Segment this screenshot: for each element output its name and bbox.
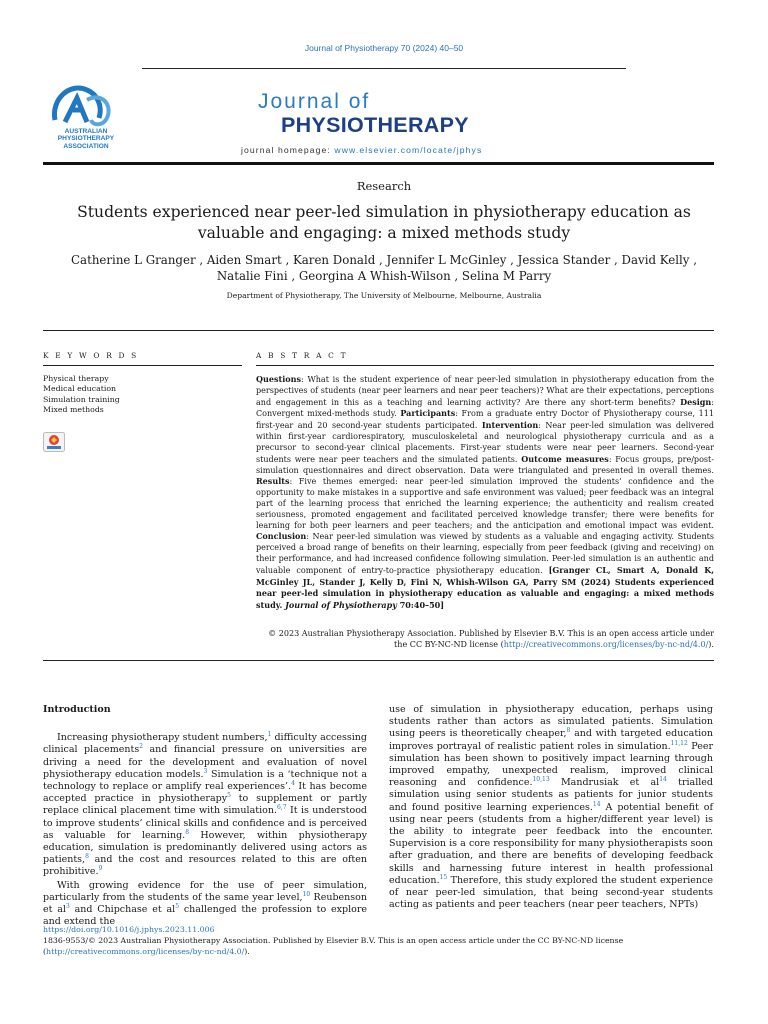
copyright-text: the CC BY-NC-ND license (: [394, 640, 504, 649]
citation-journal: Journal of Physiotherapy: [285, 600, 397, 611]
citation-ref[interactable]: 8: [85, 853, 89, 861]
abstract-questions-label: Questions: [256, 374, 302, 384]
text: Therefore, this study explored the student experience of near peer-led simulation, that being second-year students acting as patients and peer teachers (near peer teachers, NPTs): [389, 874, 713, 911]
citation-ref[interactable]: 1: [267, 731, 272, 739]
keyword: Medical education: [43, 384, 117, 394]
abstract-results-label: Results: [256, 476, 290, 487]
text: It has become accepted practice in physiotherapy: [43, 781, 367, 805]
abstract-outcome: : Focus groups, pre/post-simulation questionnaires and direct observation. Data were triangulated and presented in overall themes.: [256, 454, 714, 475]
keyword: Physical therapy: [43, 374, 109, 383]
article-type: Research: [356, 179, 412, 193]
text: trialled simulation using senior students as patients for junior students and found positive learning experiences.: [389, 777, 713, 813]
footer-license: [43, 936, 714, 957]
citation-ref[interactable]: 8: [185, 828, 190, 836]
text: However, within physiotherapy education, simulation is predominantly delivered using actors as patients,: [43, 829, 367, 866]
text: Simulation is a ‘technique not a technology to replace or amplify real experiences’.: [43, 768, 367, 793]
journal-homepage: [241, 145, 482, 155]
citation-ref[interactable]: 8: [566, 727, 571, 735]
text: A potential benefit of using near peers (students from a higher/different year level) is the ability to integrate peer feedback into the encounter. Supervision is a core responsibility for many physiotherapists soon after graduation, and there are benefits of developing feedback skills and harnessing future interest in health professional education.: [389, 801, 713, 886]
abstract-design: : Convergent mixed-methods study.: [256, 397, 714, 419]
citation-ref[interactable]: 4: [291, 779, 295, 787]
text: Reubenson et al: [43, 891, 367, 916]
text: With growing evidence for the use of peer simulation, particularly from the students of the same year level,: [43, 879, 367, 903]
text: and with targeted education improves portrayal of realistic patient roles in simulation.: [389, 728, 714, 752]
journal-of-label: Journal of: [258, 90, 371, 113]
text: Peer simulation has been shown to positively impact learning through improved empathy, unexpected realism, improved clinical reasoning and confidence.: [389, 740, 713, 789]
logo-caption-line: ASSOCIATION: [63, 142, 109, 150]
license-link[interactable]: http://creativecommons.org/licenses/by-nc-nd/4.0/: [503, 640, 709, 649]
abstract-text: [256, 374, 714, 612]
copyright-line: [256, 639, 714, 650]
abstract-results: : Five themes emerged: near peer-led simulation improved the students’ confidence and the opportunity to make mistakes in a supportive and safe environment was valued; peer feedback was an integral part of the learning process that enriched the learning experience; the authenticity and realism created seriousness, promoted engagement and facilitated perceived knowledge transfer; there were benefits for learning for both peer learners and peer teachers; and the anticipation and emotional impact was evident.: [256, 477, 714, 530]
citation-ref[interactable]: 15: [439, 873, 448, 881]
doi-link[interactable]: https://doi.org/10.1016/j.jphys.2023.11.006: [43, 925, 215, 934]
copyright-text: ).: [708, 640, 714, 649]
abstract-conclusion: : Near peer-led simulation was viewed by students as a valuable and engaging activity. Students perceived a broad range of benefits on their learning, especially from peer feedback (giving and receiving) on their performance, and had increased confidence following simulation. Peer-led simulation is an authentic and valuable component of entry-to-practice physiotherapy education.: [256, 532, 714, 575]
logo-caption-line: PHYSIOTHERAPY: [57, 135, 115, 143]
citation-ref[interactable]: 10,13: [532, 776, 550, 784]
text: Mandrusiak et al: [549, 777, 660, 789]
logo-caption-line: AUSTRALIAN: [64, 128, 108, 135]
license-text: 1836-9553/© 2023 Australian Physiotherapy Association. Published by Elsevier B.V. This is an open access article under the CC BY-NC-ND license (: [43, 936, 624, 956]
citation-ref[interactable]: 3: [203, 767, 208, 775]
abstract-bottom-rule: [43, 660, 714, 661]
text: and financial pressure on universities are driving a need for the development and evaluation of novel physiotherapy education models.: [43, 744, 368, 780]
abstract-intervention: : Near peer-led simulation was delivered within first-year cardiorespiratory, musculoskeletal and neurological physiotherapy curricula and as a precursor to second-year clinical placements. First-year students were near peer learners. Second-year students were near peer teachers and the simulated patients.: [256, 421, 714, 464]
abstract-participants-label: Participants: [400, 408, 456, 419]
masthead-rule: [43, 162, 714, 165]
license-text: ).: [244, 946, 250, 956]
abstract-rule: [256, 365, 714, 366]
keywords-heading: K E Y W O R D S: [43, 351, 139, 360]
author-list: [50, 252, 718, 284]
citation-end: 70:40–50]: [396, 600, 445, 611]
citation-ref[interactable]: 14: [659, 776, 667, 784]
abstract-questions: : What is the student experience of near peer-led simulation in physiotherapy education from the perspectives of students (near peer learners and near peer teachers)? What are their expectations, perceptions and engagement in this as a teaching and learning activity? Are there any short-term benefits?: [256, 375, 714, 407]
homepage-label: journal homepage:: [241, 145, 335, 155]
keyword: Mixed methods: [43, 404, 104, 414]
footer-license-link[interactable]: http://creativecommons.org/licenses/by-nc-nd/4.0/: [46, 946, 245, 956]
text: It is understood to improve students’ clinical skills and confidence and is perceived as valuable for learning.: [43, 805, 367, 841]
text: use of simulation in physiotherapy education, perhaps using students rather than actors as simulated patients. Simulation using peers is theoretically cheaper,: [389, 704, 713, 740]
keyword: Simulation training: [43, 394, 120, 404]
abstract-copyright: [256, 628, 714, 650]
citation-ref[interactable]: 10: [302, 890, 311, 898]
text: challenged the profession to explore and extend the: [43, 904, 367, 928]
citation-ref[interactable]: 2: [139, 743, 144, 751]
crossmark-icon[interactable]: [43, 432, 65, 452]
citation-ref[interactable]: 11,12: [670, 739, 688, 747]
abstract-intervention-label: Intervention: [481, 420, 539, 431]
abstract-participants: : From a graduate entry Doctor of Physiotherapy course, 111 first-year and 20 second-year students participated.: [256, 409, 714, 431]
copyright-line: © 2023 Australian Physiotherapy Association. Published by Elsevier B.V. This is an open access article under: [268, 629, 714, 638]
text: and Chipchase et al: [69, 904, 176, 916]
citation-ref[interactable]: 14: [592, 800, 601, 808]
paragraph: [43, 732, 367, 878]
body-column-left: [43, 704, 367, 929]
citation-ref[interactable]: 9: [98, 865, 103, 873]
body-column-right: [389, 704, 713, 912]
abstract-outcome-label: Outcome measures: [521, 453, 609, 464]
abstract-heading: A B S T R A C T: [256, 351, 348, 360]
text: and the cost and resources related to this are often prohibitive.: [43, 854, 367, 878]
citation-ref[interactable]: 3: [65, 902, 70, 910]
authors-line[interactable]: Catherine L Granger , Aiden Smart , Karen Donald , Jennifer L McGinley , Jessica Stander , David Kelly ,: [71, 253, 697, 267]
article-title: Students experienced near peer-led simulation in physiotherapy education as valuable and engaging: a mixed methods study: [77, 203, 691, 242]
citation-ref[interactable]: 5: [175, 902, 180, 910]
homepage-link[interactable]: www.elsevier.com/locate/jphys: [334, 145, 483, 155]
abstract-conclusion-label: Conclusion: [256, 531, 307, 542]
journal-citation-header[interactable]: Journal of Physiotherapy 70 (2024) 40–50: [304, 43, 464, 53]
citation-ref[interactable]: 6,7: [276, 804, 287, 812]
journal-name: PHYSIOTHERAPY: [281, 113, 469, 137]
citation-text: [Granger CL, Smart A, Donald K, McGinley JL, Stander J, Kelly D, Fini N, Whish-Wilson GA, Parry SM (2024) Students experienced near peer-led simulation in physiotherapy education as valuable and engaging: a mixed methods study.: [256, 564, 714, 611]
authors-line[interactable]: Natalie Fini , Georgina A Whish-Wilson , Selina M Parry: [216, 269, 552, 283]
text: to supplement or partly replace clinical placement time with simulation.: [43, 793, 367, 817]
keywords-list: [43, 374, 120, 415]
section-rule: [43, 330, 714, 331]
abstract-design-label: Design: [680, 396, 712, 407]
paragraph: [389, 704, 713, 911]
logo-caption: [46, 128, 126, 150]
keywords-rule: [43, 365, 242, 366]
header-rule: [142, 68, 626, 69]
section-heading: Introduction: [43, 704, 111, 715]
paragraph: [43, 880, 367, 929]
citation-ref[interactable]: 5: [227, 792, 231, 800]
text: Increasing physiotherapy student numbers,: [57, 732, 268, 744]
text: difficulty accessing clinical placements: [43, 732, 367, 756]
affiliation: Department of Physiotherapy, The University of Melbourne, Melbourne, Australia: [226, 291, 542, 300]
